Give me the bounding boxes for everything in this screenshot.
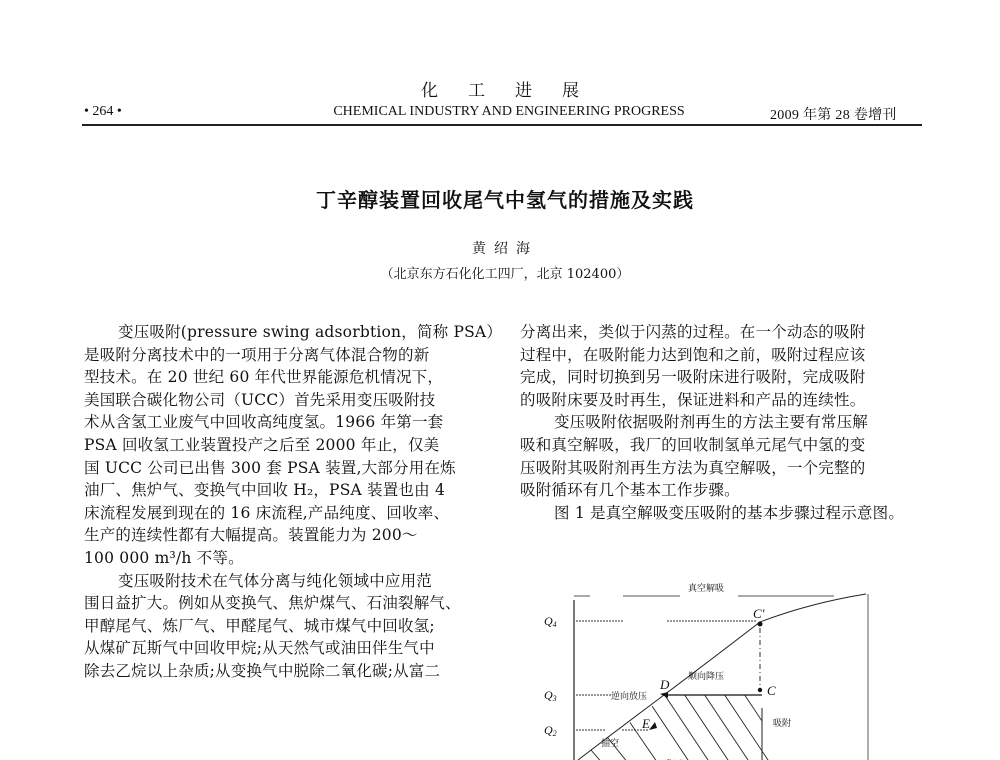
- issue-info: 2009 年第 28 卷增刊: [770, 108, 897, 123]
- text-line: 分离出来，类似于闪蒸的过程。在一个动态的吸附: [520, 323, 866, 341]
- text-line: 是吸附分离技术中的一项用于分离气体混合物的新: [84, 345, 430, 364]
- label-adsorption: 吸附: [773, 719, 792, 729]
- text-line: 生产的连续性都有大幅提高。装置能力为 200～: [84, 526, 418, 545]
- left-column: [84, 321, 502, 683]
- text-line: 术从含氢工业废气中回收高纯度氢。1966 年第一套: [84, 413, 444, 432]
- text-line: 型技术。在 20 世纪 60 年代世界能源危机情况下，: [84, 368, 444, 387]
- header-rule: [82, 124, 922, 126]
- label-q3: Q3: [544, 688, 557, 703]
- journal-title-cn: 化工进展: [421, 81, 609, 101]
- page-number: • 264 •: [84, 104, 122, 119]
- label-cocurrent-depressurization: 顺向降压: [688, 672, 725, 682]
- text-line: 床流程发展到现在的 16 床流程,产品纯度、回收率、: [84, 503, 450, 522]
- text-line: PSA 回收氢工业装置投产之后至 2000 年止，仅美: [84, 435, 440, 454]
- label-q4: Q4: [544, 614, 557, 629]
- label-vacuum-desorption: 真空解吸: [687, 584, 725, 594]
- text-line: 的吸附床要及时再生，保证进料和产品的连续性。: [520, 390, 866, 409]
- text-line: 图 1 是真空解吸变压吸附的基本步骤过程示意图。: [554, 503, 905, 522]
- figure-psa-cycle: [544, 578, 900, 760]
- label-evacuation: 抽空: [601, 739, 620, 749]
- label-countercurrent-blowdown: 逆向放压: [611, 692, 648, 702]
- article-affiliation: （北京东方石化化工四厂，北京 102400）: [380, 267, 630, 282]
- text-line: 吸和真空解吸，我厂的回收制氢单元尾气中氢的变: [520, 435, 866, 454]
- label-c-prime: C': [753, 606, 765, 621]
- label-c: C: [767, 683, 776, 698]
- text-line: 变压吸附技术在气体分离与纯化领域中应用范: [118, 571, 433, 590]
- arrow-e: [649, 722, 657, 730]
- text-line: 100 000 m³/h 不等。: [84, 548, 244, 567]
- text-line: 过程中，在吸附能力达到饱和之前，吸附过程应该: [520, 345, 866, 364]
- article-title: 丁辛醇装置回收尾气中氢气的措施及实践: [316, 188, 694, 212]
- text-line: 变压吸附依据吸附剂再生的方法主要有常压解: [554, 413, 869, 432]
- text-line: 除去乙烷以上杂质;从变换气中脱除二氧化碳;从富二: [84, 661, 441, 680]
- label-q2: Q2: [544, 723, 557, 738]
- text-line: 完成，同时切换到另一吸附床进行吸附，完成吸附: [520, 368, 866, 387]
- journal-title-en: CHEMICAL INDUSTRY AND ENGINEERING PROGRESS: [333, 104, 685, 119]
- article-author: 黄绍海: [472, 241, 538, 257]
- point-c-prime: [758, 622, 763, 627]
- text-line: 围日益扩大。例如从变换气、焦炉煤气、石油裂解气、: [84, 594, 461, 613]
- psa-cycle-diagram: [544, 578, 900, 760]
- point-c: [758, 688, 762, 692]
- text-line: 从煤矿瓦斯气中回收甲烷;从天然气或油田伴生气中: [84, 639, 435, 658]
- text-line: 吸附循环有几个基本工作步骤。: [520, 481, 740, 500]
- text-line: 变压吸附(pressure swing adsorbtion，简称 PSA）: [118, 323, 503, 341]
- text-line: 甲醇尾气、炼厂气、甲醛尾气、城市煤气中回收氢;: [84, 616, 435, 635]
- label-e: E: [642, 716, 650, 731]
- text-line: 国 UCC 公司已出售 300 套 PSA 装置,大部分用在炼: [84, 458, 456, 477]
- text-line: 美国联合碳化物公司（UCC）首先采用变压吸附技: [84, 390, 436, 409]
- text-line: 压吸附其吸附剂再生方法为真空解吸，一个完整的: [520, 458, 866, 477]
- text-line: 油厂、焦炉气、变换气中回收 H₂，PSA 装置也由 4: [84, 481, 446, 500]
- right-column: [520, 321, 938, 524]
- label-d: D: [660, 677, 670, 692]
